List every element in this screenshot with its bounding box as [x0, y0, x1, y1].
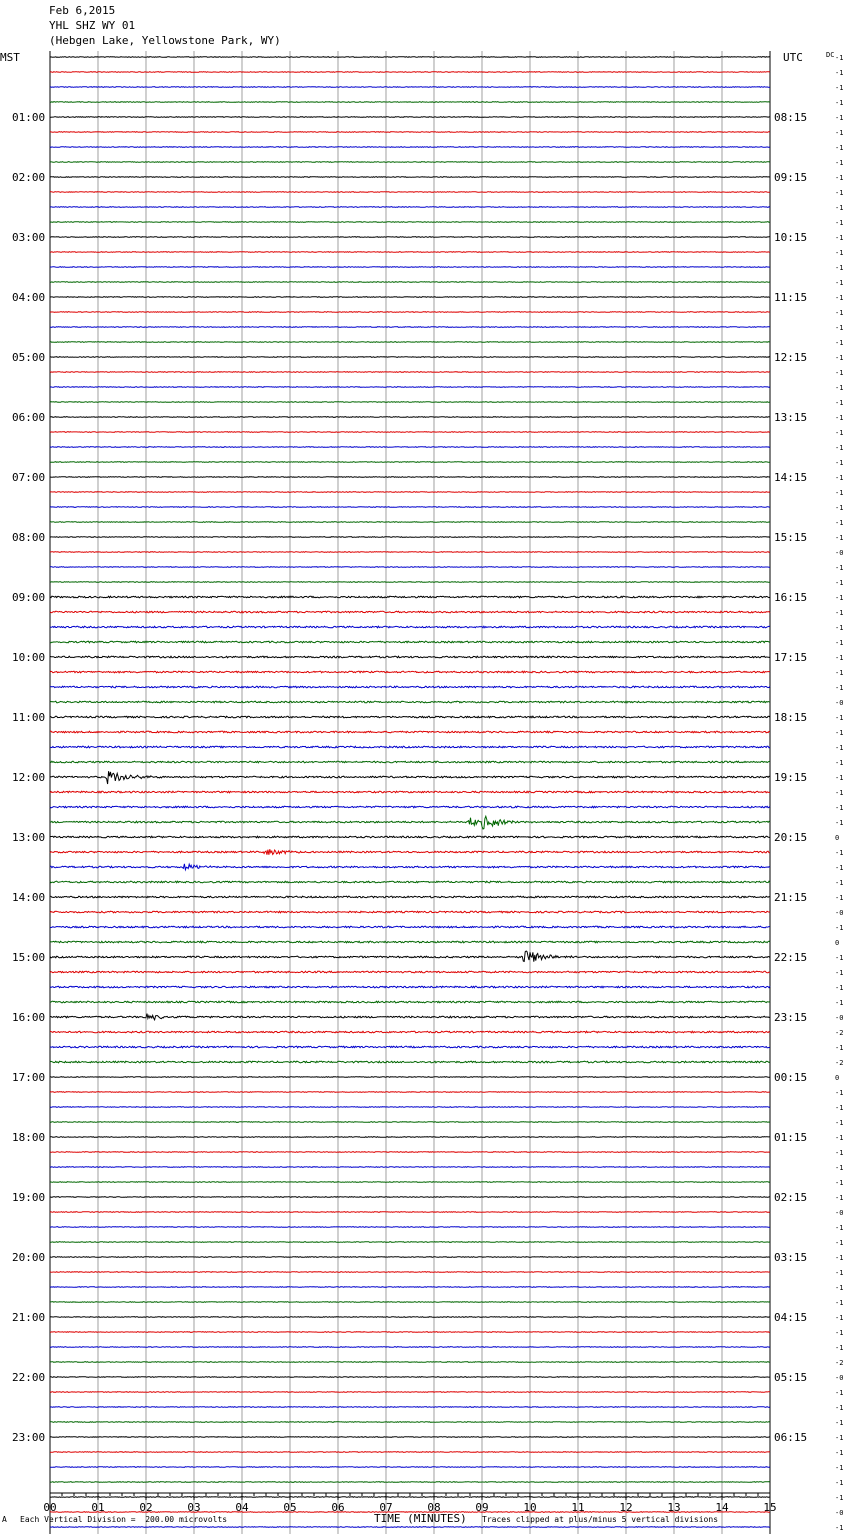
dc-offset-label: -1 [835, 1449, 844, 1457]
trace-82 [50, 1287, 770, 1288]
x-tick-label: 09 [475, 1501, 489, 1514]
hour-label-utc: 06:15 [774, 1431, 808, 1444]
dc-offset-label: -1 [835, 999, 844, 1007]
dc-offset-label: -1 [835, 804, 844, 812]
trace-lines [50, 54, 843, 1532]
dc-offset-label: -1 [835, 54, 844, 62]
trace-78 [50, 1227, 770, 1228]
trace-9 [50, 192, 770, 193]
dc-offset-label: -1 [835, 519, 844, 527]
dc-offset-label: -0 [835, 1209, 844, 1217]
dc-offset-label: -1 [835, 1389, 844, 1397]
dc-offset-label: -1 [835, 429, 844, 437]
trace-8 [50, 177, 770, 178]
hour-label-mst: 02:00 [12, 171, 46, 184]
trace-54 [50, 864, 770, 870]
trace-3 [50, 102, 770, 103]
trace-90 [50, 1407, 770, 1408]
trace-42 [50, 686, 770, 688]
dc-offset-label: 0 [835, 834, 840, 842]
trace-75 [50, 1182, 770, 1183]
hour-label-mst: 06:00 [12, 411, 46, 424]
dc-offset-label: 0 [835, 939, 840, 947]
trace-65 [50, 1031, 770, 1033]
trace-70 [50, 1107, 770, 1108]
hour-label-utc: 12:15 [774, 351, 808, 364]
trace-63 [50, 1001, 770, 1003]
x-tick-label: 15 [763, 1501, 777, 1514]
x-tick-label: 08 [427, 1501, 441, 1514]
dc-offset-label: -0 [835, 1374, 844, 1382]
dc-offset-label: -1 [835, 849, 844, 857]
dc-offset-label: -1 [835, 729, 844, 737]
trace-27 [50, 462, 770, 463]
dc-offset-label: -1 [835, 1284, 844, 1292]
dc-offset-label: -1 [835, 1194, 844, 1202]
dc-offset-label: -1 [835, 714, 844, 722]
trace-94 [50, 1467, 770, 1468]
hour-label-mst: 10:00 [12, 651, 46, 664]
x-tick-label: 07 [379, 1501, 393, 1514]
hour-label-utc: 23:15 [774, 1011, 808, 1024]
trace-89 [50, 1392, 770, 1393]
hour-label-utc: 08:15 [774, 111, 808, 124]
dc-offset-label: -1 [835, 1479, 844, 1487]
trace-60 [50, 951, 770, 962]
dc-offset-label: -1 [835, 1149, 844, 1157]
dc-offset-label: -1 [835, 264, 844, 272]
dc-offset-label: -1 [835, 579, 844, 587]
trace-16 [50, 297, 770, 298]
dc-offset-label: -1 [835, 1329, 844, 1337]
dc-offset-label: -1 [835, 1524, 844, 1532]
hour-label-utc: 15:15 [774, 531, 808, 544]
dc-offset-label: -0 [835, 1509, 844, 1517]
dc-offset-label: -1 [835, 309, 844, 317]
trace-19 [50, 342, 770, 343]
trace-57 [50, 911, 770, 913]
right-axis-title: UTC [783, 51, 803, 64]
hour-label-mst: 09:00 [12, 591, 46, 604]
dc-offset-label: -1 [835, 294, 844, 302]
trace-59 [50, 941, 770, 943]
hour-label-utc: 18:15 [774, 711, 808, 724]
dc-offset-label: -1 [835, 954, 844, 962]
trace-87 [50, 1362, 770, 1363]
dc-offset-label: -1 [835, 969, 844, 977]
header-station: YHL SHZ WY 01 [49, 19, 136, 32]
trace-53 [50, 849, 770, 855]
trace-69 [50, 1092, 770, 1093]
trace-62 [50, 986, 770, 988]
header-location: (Hebgen Lake, Yellowstone Park, WY) [49, 34, 281, 47]
dc-offset-label: -1 [835, 84, 844, 92]
trace-55 [50, 881, 770, 883]
trace-40 [50, 656, 770, 658]
dc-offset-label: -1 [835, 189, 844, 197]
trace-38 [50, 626, 770, 628]
dc-offset-label: -1 [835, 69, 844, 77]
dc-offset-label: -1 [835, 1299, 844, 1307]
trace-98 [50, 1527, 770, 1528]
trace-14 [50, 267, 770, 268]
dc-offset-label: -1 [835, 1044, 844, 1052]
hour-label-mst: 19:00 [12, 1191, 46, 1204]
trace-76 [50, 1197, 770, 1198]
trace-4 [50, 117, 770, 118]
trace-74 [50, 1167, 770, 1168]
dc-offset-label: -1 [835, 144, 844, 152]
dc-offset-label: -1 [835, 819, 844, 827]
hour-label-utc: 11:15 [774, 291, 808, 304]
x-axis [43, 1493, 776, 1514]
trace-7 [50, 162, 770, 163]
dc-offset-label: -1 [835, 759, 844, 767]
trace-25 [50, 432, 770, 433]
dc-offset-label: -1 [835, 219, 844, 227]
hour-label-mst: 14:00 [12, 891, 46, 904]
corner-mark: A [2, 1515, 7, 1524]
dc-offset-label: -1 [835, 669, 844, 677]
trace-39 [50, 641, 770, 643]
trace-68 [50, 1077, 770, 1078]
trace-95 [50, 1482, 770, 1483]
trace-86 [50, 1347, 770, 1348]
hour-label-utc: 20:15 [774, 831, 808, 844]
x-tick-label: 05 [283, 1501, 297, 1514]
dc-offset-label: -1 [835, 1419, 844, 1427]
hour-label-utc: 21:15 [774, 891, 808, 904]
trace-21 [50, 372, 770, 373]
dc-offset-label: -1 [835, 1434, 844, 1442]
dc-title: DC [826, 51, 835, 59]
trace-11 [50, 222, 770, 223]
dc-offset-label: -1 [835, 639, 844, 647]
dc-offset-label: -1 [835, 459, 844, 467]
hour-label-utc: 04:15 [774, 1311, 808, 1324]
trace-85 [50, 1332, 770, 1333]
hour-label-utc: 10:15 [774, 231, 808, 244]
hour-label-utc: 14:15 [774, 471, 808, 484]
hour-label-mst: 12:00 [12, 771, 46, 784]
x-tick-label: 03 [187, 1501, 201, 1514]
x-tick-label: 02 [139, 1501, 153, 1514]
dc-offset-label: -0 [835, 549, 844, 557]
trace-15 [50, 282, 770, 283]
dc-offset-label: -1 [835, 1239, 844, 1247]
trace-92 [50, 1437, 770, 1438]
trace-58 [50, 926, 770, 928]
trace-45 [50, 731, 770, 733]
trace-88 [50, 1377, 770, 1378]
dc-offset-label: -1 [835, 1164, 844, 1172]
dc-offset-label: -1 [835, 894, 844, 902]
hour-label-utc: 22:15 [774, 951, 808, 964]
trace-37 [50, 611, 770, 613]
x-tick-label: 10 [523, 1501, 537, 1514]
trace-20 [50, 357, 770, 358]
trace-43 [50, 701, 770, 703]
dc-offset-label: -1 [835, 174, 844, 182]
dc-offset-label: -1 [835, 684, 844, 692]
trace-34 [50, 567, 770, 568]
trace-64 [50, 1014, 770, 1020]
trace-31 [50, 522, 770, 523]
dc-offset-label: -0 [835, 909, 844, 917]
trace-80 [50, 1257, 770, 1258]
dc-offset-label: -1 [835, 789, 844, 797]
trace-51 [50, 816, 770, 829]
dc-offset-label: 0 [835, 1074, 840, 1082]
dc-offset-label: -1 [835, 594, 844, 602]
scale-note: Each Vertical Division = 200.00 microvolts [20, 1515, 228, 1524]
dc-offset-label: -1 [835, 234, 844, 242]
axis-labels [0, 51, 834, 1525]
dc-offset-label: -1 [835, 354, 844, 362]
dc-offset-label: -1 [835, 204, 844, 212]
trace-66 [50, 1046, 770, 1048]
dc-offset-label: -1 [835, 879, 844, 887]
hour-label-mst: 17:00 [12, 1071, 46, 1084]
x-axis-label: TIME (MINUTES) [374, 1512, 467, 1525]
dc-offset-label: -1 [835, 1269, 844, 1277]
hour-label-utc: 19:15 [774, 771, 808, 784]
hour-label-mst: 20:00 [12, 1251, 46, 1264]
dc-offset-label: -1 [835, 1089, 844, 1097]
trace-71 [50, 1122, 770, 1123]
trace-6 [50, 147, 770, 148]
trace-91 [50, 1422, 770, 1423]
x-tick-label: 14 [715, 1501, 729, 1514]
dc-offset-label: -1 [835, 444, 844, 452]
dc-offset-label: -1 [835, 114, 844, 122]
trace-83 [50, 1302, 770, 1303]
trace-93 [50, 1452, 770, 1453]
dc-offset-label: -1 [835, 249, 844, 257]
dc-offset-label: -1 [835, 609, 844, 617]
trace-56 [50, 896, 770, 898]
hour-label-utc: 03:15 [774, 1251, 808, 1264]
dc-offset-label: -1 [835, 324, 844, 332]
trace-50 [50, 806, 770, 808]
trace-73 [50, 1152, 770, 1153]
trace-49 [50, 791, 770, 793]
trace-28 [50, 477, 770, 478]
dc-offset-label: -1 [835, 369, 844, 377]
trace-81 [50, 1272, 770, 1273]
trace-33 [50, 552, 770, 553]
dc-offset-label: -1 [835, 279, 844, 287]
dc-offset-label: -2 [835, 1059, 844, 1067]
dc-offset-label: -1 [835, 384, 844, 392]
header-date: Feb 6,2015 [49, 4, 116, 17]
trace-26 [50, 447, 770, 448]
hour-label-utc: 02:15 [774, 1191, 808, 1204]
trace-96 [50, 1497, 770, 1498]
trace-72 [50, 1137, 770, 1138]
trace-41 [50, 671, 770, 673]
dc-offset-label: -1 [835, 339, 844, 347]
dc-offset-label: -1 [835, 864, 844, 872]
trace-0 [50, 57, 770, 58]
dc-offset-label: -1 [835, 1134, 844, 1142]
hour-label-mst: 15:00 [12, 951, 46, 964]
dc-offset-label: -1 [835, 534, 844, 542]
dc-offset-label: -1 [835, 744, 844, 752]
dc-offset-label: -1 [835, 474, 844, 482]
dc-offset-label: -1 [835, 1224, 844, 1232]
trace-48 [50, 771, 770, 784]
trace-61 [50, 971, 770, 973]
trace-30 [50, 507, 770, 508]
hour-label-mst: 05:00 [12, 351, 46, 364]
trace-36 [50, 596, 770, 598]
trace-24 [50, 417, 770, 418]
dc-offset-label: -1 [835, 774, 844, 782]
dc-offset-label: -1 [835, 1344, 844, 1352]
dc-offset-label: -1 [835, 504, 844, 512]
hour-label-mst: 04:00 [12, 291, 46, 304]
x-tick-label: 12 [619, 1501, 633, 1514]
hour-label-utc: 05:15 [774, 1371, 808, 1384]
trace-47 [50, 761, 770, 763]
x-tick-label: 06 [331, 1501, 345, 1514]
dc-offset-label: -1 [835, 489, 844, 497]
x-tick-label: 00 [43, 1501, 57, 1514]
dc-offset-label: -1 [835, 399, 844, 407]
dc-offset-label: -1 [835, 624, 844, 632]
x-tick-label: 11 [571, 1501, 585, 1514]
hour-label-utc: 16:15 [774, 591, 808, 604]
dc-offset-label: -1 [835, 1314, 844, 1322]
trace-29 [50, 492, 770, 493]
trace-84 [50, 1317, 770, 1318]
dc-offset-label: -1 [835, 654, 844, 662]
dc-offset-label: -0 [835, 699, 844, 707]
trace-44 [50, 716, 770, 718]
trace-79 [50, 1242, 770, 1243]
x-tick-label: 04 [235, 1501, 249, 1514]
dc-offset-label: -1 [835, 1464, 844, 1472]
dc-offset-label: -1 [835, 1179, 844, 1187]
hour-label-mst: 21:00 [12, 1311, 46, 1324]
trace-5 [50, 132, 770, 133]
dc-offset-label: -1 [835, 1104, 844, 1112]
hour-label-mst: 13:00 [12, 831, 46, 844]
dc-offset-label: -1 [835, 924, 844, 932]
hour-label-mst: 23:00 [12, 1431, 46, 1444]
trace-1 [50, 72, 770, 73]
trace-46 [50, 746, 770, 748]
dc-offset-label: -1 [835, 1494, 844, 1502]
dc-offset-label: -1 [835, 564, 844, 572]
dc-offset-label: -1 [835, 1254, 844, 1262]
hour-label-mst: 16:00 [12, 1011, 46, 1024]
trace-10 [50, 207, 770, 208]
trace-13 [50, 252, 770, 253]
hour-label-mst: 18:00 [12, 1131, 46, 1144]
trace-67 [50, 1061, 770, 1063]
trace-77 [50, 1212, 770, 1213]
hour-label-mst: 11:00 [12, 711, 46, 724]
trace-2 [50, 87, 770, 88]
hour-label-utc: 09:15 [774, 171, 808, 184]
dc-offset-label: -1 [835, 159, 844, 167]
hour-label-utc: 13:15 [774, 411, 808, 424]
hour-label-mst: 03:00 [12, 231, 46, 244]
trace-18 [50, 327, 770, 328]
x-tick-label: 13 [667, 1501, 681, 1514]
trace-35 [50, 582, 770, 583]
hour-label-mst: 07:00 [12, 471, 46, 484]
dc-offset-label: -1 [835, 99, 844, 107]
hour-label-utc: 17:15 [774, 651, 808, 664]
hour-label-mst: 22:00 [12, 1371, 46, 1384]
hour-label-mst: 01:00 [12, 111, 46, 124]
trace-12 [50, 237, 770, 238]
trace-17 [50, 312, 770, 313]
dc-offset-label: -1 [835, 1404, 844, 1412]
clip-note: Traces clipped at plus/minus 5 vertical divisions [482, 1515, 719, 1524]
dc-offset-label: -2 [835, 1029, 844, 1037]
hour-label-mst: 08:00 [12, 531, 46, 544]
trace-32 [50, 537, 770, 538]
dc-offset-label: -1 [835, 984, 844, 992]
dc-offset-label: -1 [835, 1119, 844, 1127]
trace-52 [50, 836, 770, 838]
dc-offset-label: -0 [835, 1014, 844, 1022]
hour-label-utc: 00:15 [774, 1071, 808, 1084]
hour-label-utc: 01:15 [774, 1131, 808, 1144]
dc-offset-label: -2 [835, 1359, 844, 1367]
dc-offset-label: -1 [835, 414, 844, 422]
trace-23 [50, 402, 770, 403]
trace-22 [50, 387, 770, 388]
left-axis-title: MST [0, 51, 20, 64]
x-tick-label: 01 [91, 1501, 105, 1514]
dc-offset-label: -1 [835, 129, 844, 137]
